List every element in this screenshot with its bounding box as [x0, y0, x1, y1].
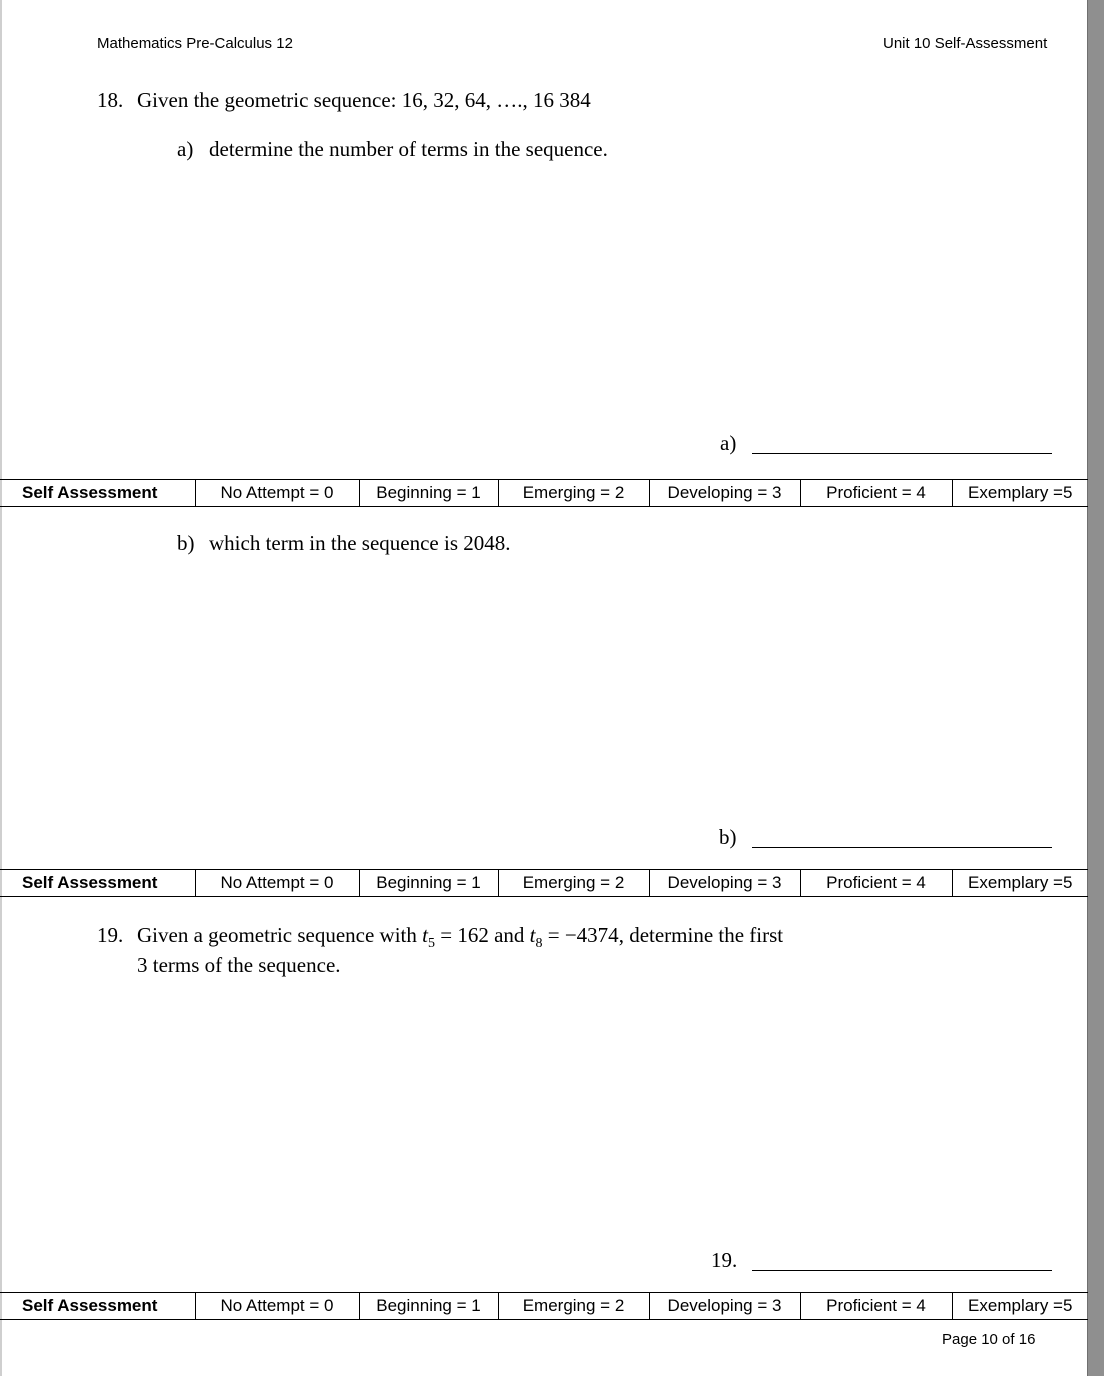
q18b-text: which term in the sequence is 2048.: [209, 531, 511, 555]
self-assessment-title: Self Assessment: [0, 1293, 195, 1320]
q19-number: 19.: [97, 923, 124, 947]
t5-value: = 162: [440, 923, 489, 947]
q18a-label: a): [177, 137, 194, 161]
level-developing[interactable]: Developing = 3: [649, 1293, 800, 1320]
header-course-title: Mathematics Pre-Calculus 12: [97, 35, 293, 52]
q19-text-line2: 3 terms of the sequence.: [137, 953, 341, 977]
q18-text: Given the geometric sequence: 16, 32, 64, …., 16 384: [137, 88, 591, 112]
t5-variable: t: [422, 923, 428, 947]
level-developing[interactable]: Developing = 3: [649, 480, 800, 507]
t8-variable: t: [529, 923, 536, 947]
q19-text-line1: [137, 923, 784, 951]
level-emerging[interactable]: Emerging = 2: [498, 1293, 649, 1320]
q18b-label: b): [177, 531, 195, 555]
q19-text-post: , determine the first: [618, 923, 784, 947]
self-assessment-table-18a: [0, 479, 1088, 507]
header-unit-title: Unit 10 Self-Assessment: [883, 35, 1048, 52]
level-proficient[interactable]: Proficient = 4: [800, 480, 952, 507]
q19-answer-label: 19.: [711, 1248, 738, 1272]
q19-text-pre: Given a geometric sequence with: [137, 923, 417, 947]
level-exemplary[interactable]: Exemplary =5: [952, 480, 1088, 507]
level-emerging[interactable]: Emerging = 2: [498, 870, 649, 897]
page-left-edge: [0, 0, 2, 1376]
q18b-answer-line[interactable]: [752, 847, 1052, 848]
level-developing[interactable]: Developing = 3: [649, 870, 800, 897]
q19-answer-line[interactable]: [752, 1270, 1052, 1271]
self-assessment-table-19: [0, 1292, 1088, 1320]
q18a-text: determine the number of terms in the sequence.: [209, 137, 608, 161]
level-no-attempt[interactable]: No Attempt = 0: [195, 1293, 359, 1320]
t5-subscript: 5: [427, 936, 435, 951]
level-proficient[interactable]: Proficient = 4: [800, 1293, 952, 1320]
level-beginning[interactable]: Beginning = 1: [359, 1293, 498, 1320]
level-exemplary[interactable]: Exemplary =5: [952, 1293, 1088, 1320]
viewer-scroll-gutter[interactable]: [1088, 0, 1104, 1376]
level-beginning[interactable]: Beginning = 1: [359, 870, 498, 897]
q19-and: and: [494, 923, 525, 947]
q18a-answer-label: a): [720, 431, 737, 455]
t8-value: = −4374: [547, 923, 619, 947]
t8-subscript: 8: [535, 936, 543, 951]
self-assessment-title: Self Assessment: [0, 870, 195, 897]
level-proficient[interactable]: Proficient = 4: [800, 870, 952, 897]
q18-number: 18.: [97, 88, 124, 112]
q18a-answer-line[interactable]: [752, 453, 1052, 454]
self-assessment-title: Self Assessment: [0, 480, 195, 507]
level-no-attempt[interactable]: No Attempt = 0: [195, 870, 359, 897]
self-assessment-table-18b: [0, 869, 1088, 897]
q18b-answer-label: b): [719, 825, 737, 849]
level-no-attempt[interactable]: No Attempt = 0: [195, 480, 359, 507]
level-beginning[interactable]: Beginning = 1: [359, 480, 498, 507]
page-number: Page 10 of 16: [942, 1331, 1036, 1348]
level-exemplary[interactable]: Exemplary =5: [952, 870, 1088, 897]
level-emerging[interactable]: Emerging = 2: [498, 480, 649, 507]
